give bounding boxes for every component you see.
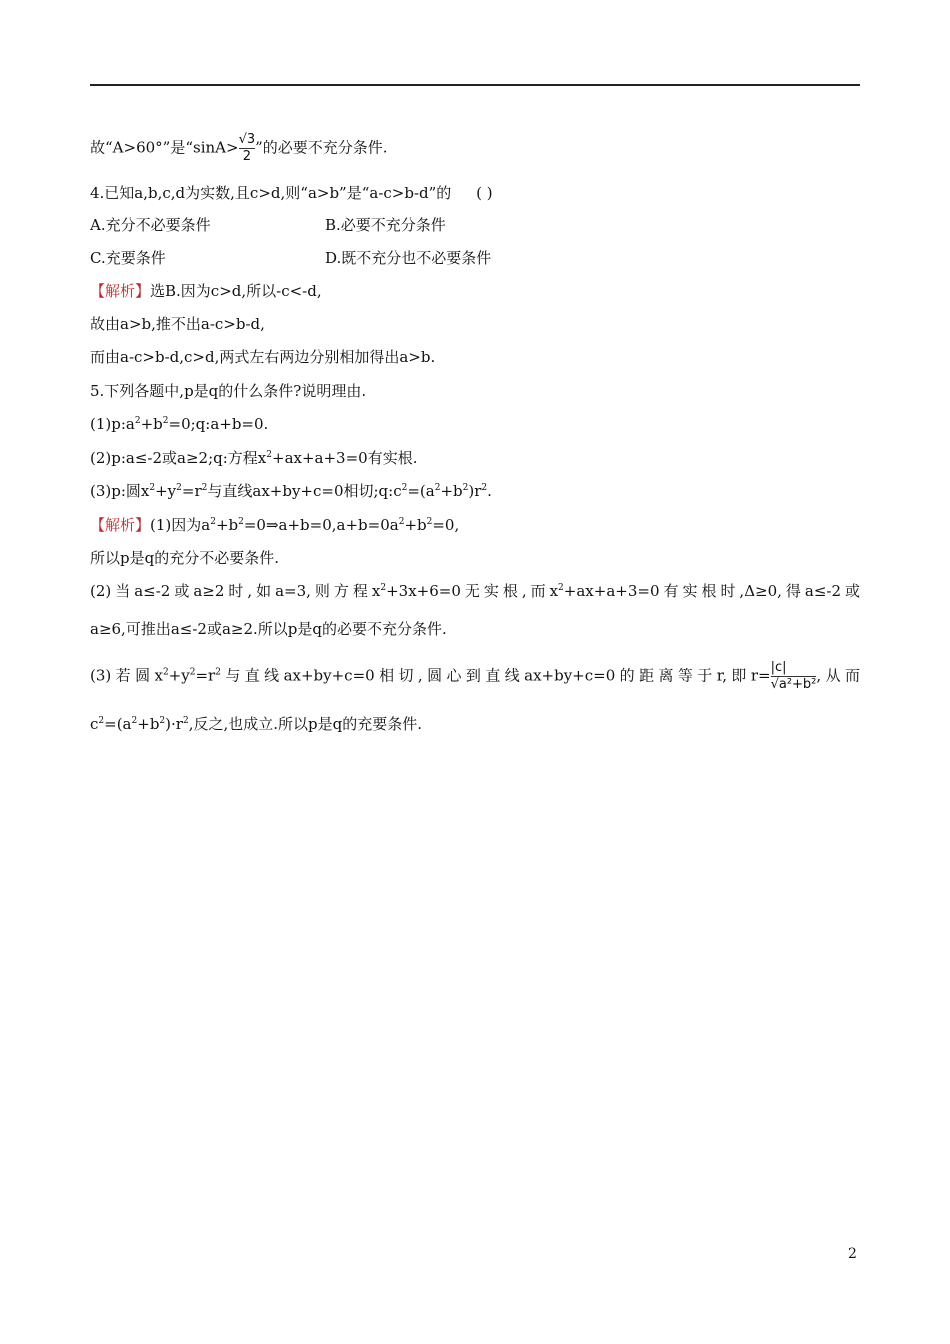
superscript: 2: [398, 517, 405, 527]
text: 与直线ax+by+c=0相切;q:c: [207, 482, 402, 500]
text: (2)当a≤-2或a≥2时,如a=3,则方程x: [90, 582, 381, 600]
distance-fraction: [771, 660, 817, 693]
text: (3)若圆x: [90, 666, 163, 685]
superscript: 2: [162, 416, 169, 426]
text: =r: [181, 482, 202, 500]
superscript: 2: [182, 716, 189, 726]
superscript: 2: [210, 517, 216, 527]
superscript: 2: [238, 517, 244, 527]
fraction-denominator: 2: [239, 148, 256, 165]
superscript: 2: [401, 483, 408, 493]
superscript: 2: [434, 483, 441, 493]
q5-analysis-2-line-2: a≥6,可推出a≤-2或a≥2.所以p是q的必要不充分条件.: [90, 620, 447, 638]
text: (1)p:a: [90, 415, 135, 433]
q4-stem-text: 4.已知a,b,c,d为实数,且c>d,则“a>b”是“a-c>b-d”的: [90, 184, 452, 202]
q5-analysis-2-line-1: [90, 581, 860, 601]
intro-text-pre: 故“A>60°”是“sinA>: [90, 138, 239, 157]
q5-stem: 5.下列各题中,p是q的什么条件?说明理由.: [90, 382, 367, 400]
analysis-tag: 【解析】: [90, 516, 151, 534]
text: =0⇒a+b=0,a+b=0a: [243, 516, 399, 534]
text: =r: [195, 666, 216, 685]
page-number: 2: [848, 1246, 857, 1262]
text: =0,: [432, 516, 460, 534]
sqrt3-over-2-fraction: [239, 132, 256, 165]
q4-option-b: B.必要不充分条件: [325, 216, 446, 234]
fraction-numerator: |c|: [770, 660, 787, 675]
text: +3x+6=0无实根,而x: [386, 582, 559, 600]
text: +b: [215, 516, 239, 534]
text: c: [90, 715, 99, 733]
text: +ax+a+3=0有实根时,Δ≥0,得a≤-2或: [563, 582, 860, 600]
q4-analysis-line-2: 故由a>b,推不出a-c>b-d,: [90, 315, 265, 333]
q4-stem: [90, 183, 493, 203]
q4-answer-blank: ( ): [476, 184, 493, 202]
text: +y: [168, 666, 190, 685]
superscript: 2: [149, 483, 156, 493]
text: (3)p:圆x: [90, 482, 150, 500]
text: 与直线ax+by+c=0相切,圆心到直线ax+by+c=0的距离等于r,即r=: [220, 666, 771, 685]
q4-option-c: C.充要条件: [90, 249, 166, 267]
superscript: 2: [159, 716, 166, 726]
q4-analysis-line-3: 而由a-c>b-d,c>d,两式左右两边分别相加得出a>b.: [90, 348, 436, 366]
q5-part-3: [90, 481, 492, 501]
superscript: 2: [131, 716, 138, 726]
text: +y: [155, 482, 177, 500]
superscript: 2: [558, 583, 564, 593]
q5-analysis-1: [90, 515, 459, 535]
text: +b: [140, 415, 163, 433]
text: .: [487, 482, 492, 500]
fraction-denominator: √a²+b²: [770, 677, 817, 692]
superscript: 2: [176, 483, 182, 493]
q4-option-d: D.既不充分也不必要条件: [325, 249, 492, 267]
superscript: 2: [266, 450, 272, 460]
text: ,从而: [816, 666, 860, 685]
text: +ax+a+3=0有实根.: [272, 449, 418, 467]
text: (1)因为a: [150, 516, 211, 534]
q5-part-2: [90, 448, 417, 468]
q4-analysis-line-1: [90, 281, 322, 301]
text: )·r: [165, 715, 183, 733]
superscript: 2: [134, 416, 141, 426]
q5-analysis-1-conclusion: 所以p是q的充分不必要条件.: [90, 549, 279, 567]
intro-line: [90, 132, 388, 165]
superscript: 2: [380, 583, 387, 593]
superscript: 2: [189, 667, 196, 678]
superscript: 2: [162, 667, 169, 678]
q5-analysis-3-line-1: [90, 660, 860, 693]
superscript: 2: [215, 667, 221, 678]
text: ,反之,也成立.所以p是q的充要条件.: [188, 715, 422, 733]
q4-analysis-text-1: 选B.因为c>d,所以-c<-d,: [150, 282, 322, 300]
text: (2)p:a≤-2或a≥2;q:方程x: [90, 449, 267, 467]
superscript: 2: [426, 517, 433, 527]
text: +b: [440, 482, 463, 500]
superscript: 2: [481, 483, 488, 493]
text: =(a: [104, 715, 132, 733]
superscript: 2: [98, 716, 105, 726]
text: )r: [468, 482, 482, 500]
text: =(a: [407, 482, 435, 500]
analysis-tag: 【解析】: [90, 282, 151, 300]
text: =0;q:a+b=0.: [168, 415, 269, 433]
q5-analysis-3-line-2: [90, 714, 422, 734]
intro-text-post: ”的必要不充分条件.: [255, 138, 388, 157]
superscript: 2: [462, 483, 469, 493]
header-rule: [90, 84, 860, 86]
q4-option-a: A.充分不必要条件: [90, 216, 211, 234]
q5-part-1: [90, 414, 268, 434]
text: +b: [404, 516, 427, 534]
fraction-numerator: √3: [238, 132, 256, 147]
text: +b: [137, 715, 160, 733]
superscript: 2: [201, 483, 208, 493]
